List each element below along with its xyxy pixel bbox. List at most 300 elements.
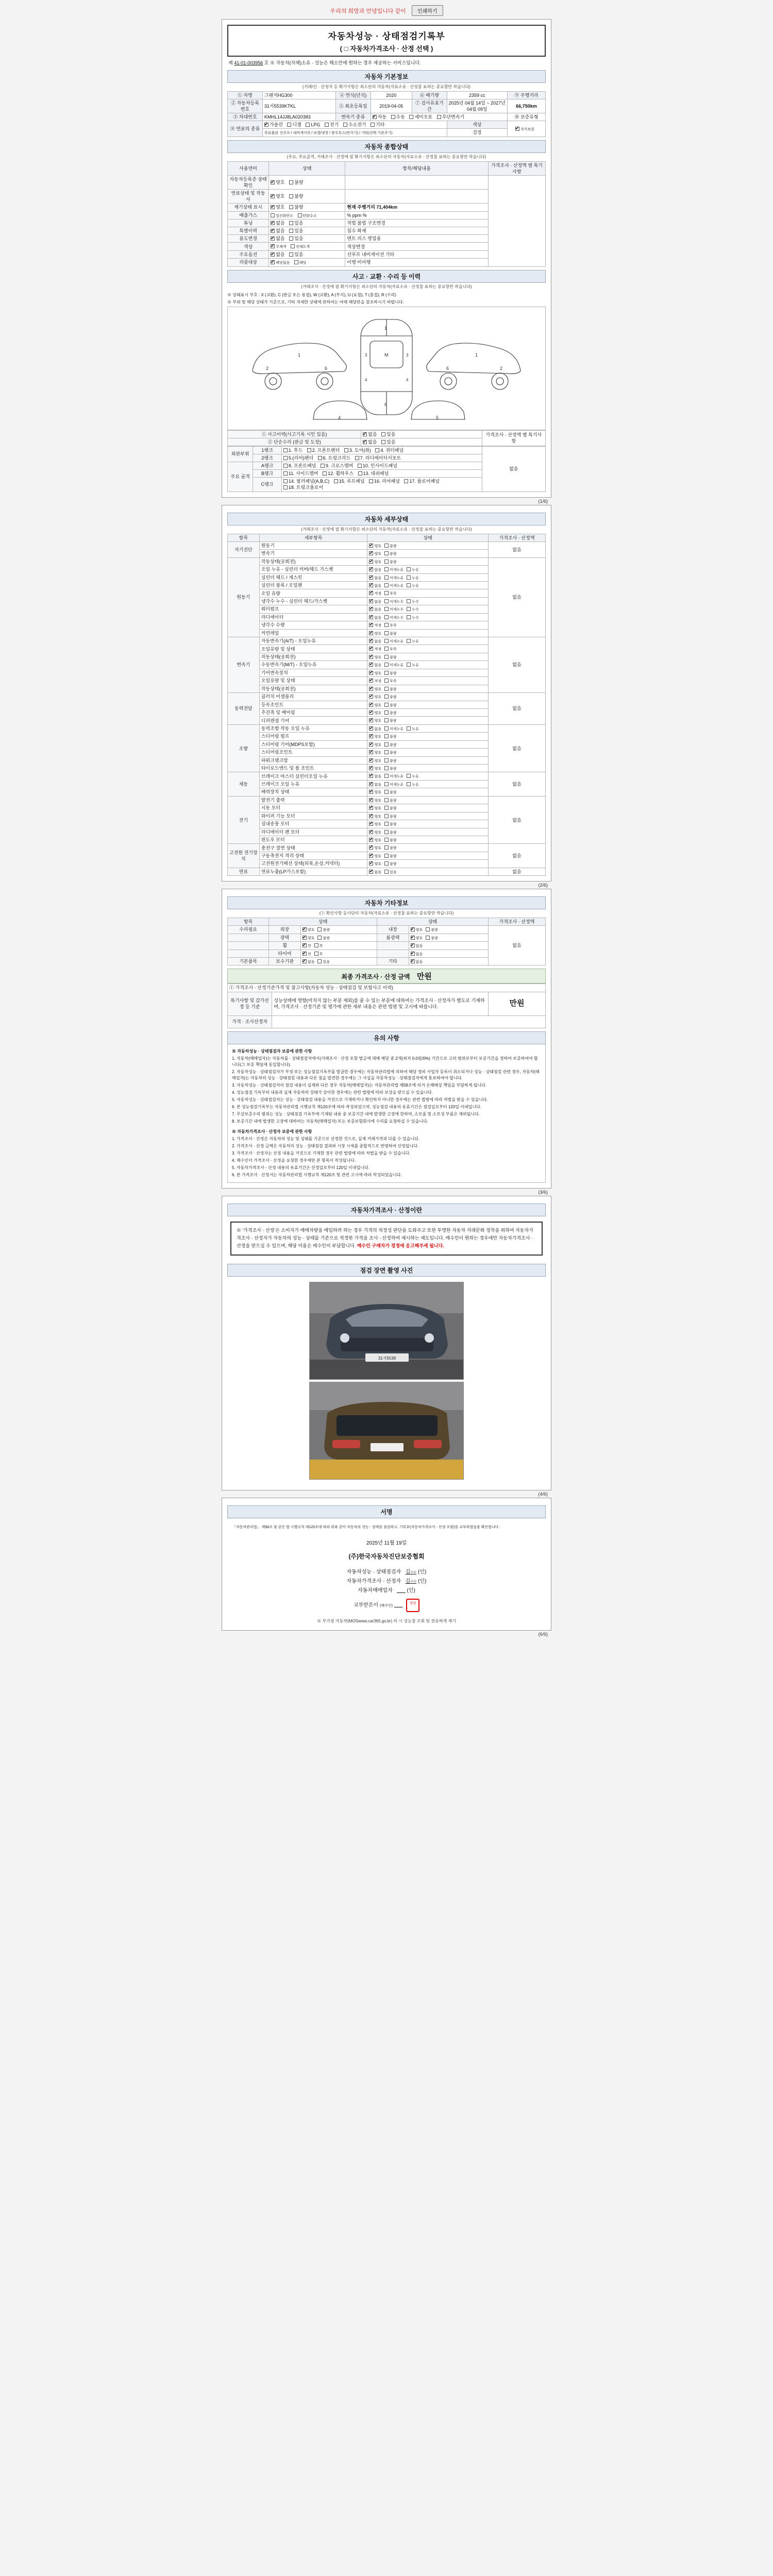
detail-option-label: 부족 [390,680,397,684]
checkbox-detail-6-0-0[interactable] [369,798,373,802]
svg-text:31서5539: 31서5539 [378,1355,396,1361]
etc-option-label: 양호 [307,936,315,940]
checkbox-detail-2-5-0[interactable] [369,679,373,683]
checkbox-detail-5-0-0[interactable] [369,774,373,778]
checkbox-etc-1a-1[interactable] [317,936,322,940]
detail-sub-label: 브레이크 마스터 실린더오일 누유 [259,772,367,780]
etc-sub-label-a: 타이어 [269,950,301,957]
checkbox-detail-2-2-1[interactable] [384,655,389,659]
detail-sub-label: 스티어링 펌프 [259,733,367,740]
checkbox-detail-1-2-1[interactable] [384,575,389,580]
checkbox-detail-0-1-1[interactable] [384,551,389,555]
accident-bullet-0: ※ 상태표시 부호 : X (교환), C (판금 또는 용접), W (교환), A (부식), U (요철), T (흠집), R (수리) [227,292,396,297]
checkbox-detail-1-7-1[interactable] [384,615,389,619]
checkbox-detail-1-0-0[interactable] [369,560,373,564]
checkbox-etc-2b-0[interactable] [411,943,415,947]
checkbox-hc[interactable] [298,213,302,217]
checkbox-frame-14[interactable] [283,479,288,483]
table-row [228,844,546,852]
checkbox-tuning-yes[interactable] [289,221,293,225]
checkbox-detail-4-1-1[interactable] [384,734,389,738]
detail-option-label: 양호 [374,632,381,636]
checkbox-detail-1-7-0[interactable] [369,615,373,619]
checkbox-part-6[interactable] [318,456,322,460]
detail-state-options [367,653,488,660]
checkbox-detail-6-1-0[interactable] [369,806,373,810]
price-notice-wrap [227,1216,546,1261]
checkbox-detail-1-8-1[interactable] [384,623,389,627]
checkbox-transmission-manual[interactable] [391,115,395,119]
checkbox-detail-8-0-1[interactable] [384,870,389,874]
checkbox-etc-2a-0[interactable] [303,943,307,947]
checkbox-detail-3-3-1[interactable] [384,718,389,722]
checkbox-detail-6-2-1[interactable] [384,814,389,818]
etc-options [409,934,488,941]
detail-state-options [367,772,488,780]
checkbox-fuel-electric[interactable] [325,123,329,127]
detail-option-label: 양호 [374,807,381,811]
checkbox-detail-7-0-0[interactable] [369,845,373,850]
checkbox-detail-2-3-2[interactable] [407,663,411,667]
checkbox-detail-1-3-1[interactable] [384,583,389,587]
detail-memo-cell: 없음 [488,557,545,637]
checkbox-part-5[interactable] [283,456,288,460]
price-notice-body: ※ '가격조사 · 산정'은 소비자가 매매차량을 매입하려 하는 경우 가격의 적정성 판단을 도와주고 또한 투명한 자동차 거래문화 정착을 위하여 자동차가격조사 · 산정자가 자동차의 성능 · 상태를 기준으로 적정한 가격을 조사 · 산정하여 제시하는 제도입니다. 매수인이 원하는 경우에만 자동차가격조사 · 산정을 받으실 수 있으며, 해당 비용은 매수인이 부담합니다. [237,1227,533,1249]
checkbox-detail-6-1-1[interactable] [384,806,389,810]
checkbox-frame-13[interactable] [358,471,362,476]
detail-sub-label: 와이퍼 기능 모터 [259,812,367,820]
checkbox-etc-4a-0[interactable] [303,959,307,963]
checkbox-detail-2-2-0[interactable] [369,655,373,659]
checkbox-detail-1-3-0[interactable] [369,583,373,587]
checkbox-frame-12[interactable] [323,471,327,476]
checkbox-detail-3-2-1[interactable] [384,710,389,715]
detail-sub-label: 라디에이터 팬 모터 [259,828,367,836]
row-state-4: ✔ 없음 있음 [269,219,345,227]
checkbox-frame-11[interactable] [283,471,288,476]
checkbox-detail-4-0-2[interactable] [407,726,411,731]
checkbox-accident-yes[interactable] [381,432,385,436]
checkbox-recall-na[interactable] [271,260,275,264]
checkbox-transmission-auto[interactable] [373,115,377,119]
value-vin: KMHL14JJ8LA020383 [262,113,335,121]
checkbox-simple-yes[interactable] [381,440,385,444]
checkbox-detail-6-2-0[interactable] [369,814,373,818]
checkbox-fuel-etc[interactable] [371,123,375,127]
checkbox-transmission-semi[interactable] [409,115,413,119]
checkbox-detail-1-3-2[interactable] [407,583,411,587]
checkbox-etc-3b-0[interactable] [411,952,415,956]
checkbox-usage-none[interactable] [271,236,275,241]
overall-note: (주요, 주요골격, 거래조사 · 산정에 필 확기사항은 최소단의 자동차(자료소유 · 산정물 표하는 중요항만 작습니다) [287,154,486,159]
caution-item-sec2-3: 4. 매수인이 가격조사 · 산정을 요청한 경우에만 본 항목이 작성됩니다. [232,1158,356,1163]
checkbox-detail-5-0-2[interactable] [407,774,411,778]
checkbox-detail-2-3-0[interactable] [369,663,373,667]
checkbox-ok-0[interactable] [271,180,275,184]
detail-group-label: 조향 [228,724,260,772]
checkbox-fuel-gasoline[interactable] [264,123,268,127]
accident-bullets [227,292,546,306]
checkbox-etc-1b-1[interactable] [426,936,430,940]
checkbox-detail-3-0-1[interactable] [384,694,389,699]
checkbox-detail-2-1-0[interactable] [369,647,373,651]
table-row [228,430,546,438]
checkbox-color-orig[interactable] [271,244,275,248]
basic-info-table [227,91,546,137]
detail-sub-label: 연료누출(LP가스포함) [259,868,367,875]
svg-text:1: 1 [475,352,478,358]
checkbox-co[interactable] [271,213,275,217]
checkbox-detail-2-5-1[interactable] [384,679,389,683]
row-detail-9: 이행 미이행 [345,259,489,266]
detail-sub-label: 냉각수 수량 [259,621,367,629]
detail-sub-label: 파워크랭크암 [259,756,367,764]
etc-sub-label-b: 내장 [377,926,409,934]
checkbox-detail-4-0-1[interactable] [384,726,389,731]
checkbox-detail-4-0-0[interactable] [369,726,373,731]
caution-item-sec2-4: 5. 자동차가격조사 · 산정 내용의 유효기간은 산정일로부터 120일 이내입니다. [232,1165,369,1170]
row-label-8: 주요옵션 [228,250,269,258]
checkbox-fuel-hydrogen[interactable] [343,123,347,127]
th-etc-item: 항목 [228,918,269,926]
detail-group-label: 동력전달 [228,693,260,725]
etc-options [409,942,488,950]
detail-option-label: 양호 [374,823,381,827]
detail-option-label: 양호 [374,759,381,763]
photo-rear [309,1382,464,1480]
detail-state-options [367,796,488,804]
checkbox-detail-4-3-1[interactable] [384,750,389,754]
checkbox-detail-1-1-2[interactable] [407,567,411,571]
checkbox-etc-3a-1[interactable] [314,952,318,956]
checkbox-detail-2-1-1[interactable] [384,647,389,651]
detail-group-label: 연료 [228,868,260,875]
detail-sub-label: 기어변속장치 [259,669,367,676]
checkbox-detail-4-1-0[interactable] [369,734,373,738]
page-2 [222,505,551,888]
checkbox-detail-1-9-0[interactable] [369,631,373,635]
checkbox-detail-3-2-0[interactable] [369,710,373,715]
checkbox-detail-1-4-1[interactable] [384,591,389,595]
table-row [228,557,546,565]
detail-option-label: 미세누수 [390,616,404,620]
detail-option-label: 양호 [374,791,381,795]
detail-sub-label: 커먼레일 [259,629,367,637]
table-row [228,175,546,189]
checkbox-bad-1[interactable] [289,194,293,198]
checkbox-detail-5-2-1[interactable] [384,790,389,794]
value-vehicle-name: 그랜저HG300 [262,91,335,99]
checkbox-fuel-diesel[interactable] [287,123,291,127]
cautions-sec2-title: ※ 자동차가격조사 · 산정자 보증에 관한 사항 [232,1129,312,1134]
detail-option-label: 없음 [374,600,381,604]
checkbox-detail-4-5-0[interactable] [369,766,373,770]
svg-text:6: 6 [446,365,449,371]
checkbox-frame-18[interactable] [283,485,288,489]
detail-option-label: 불량 [390,711,397,715]
checkbox-frame-15[interactable] [334,479,338,483]
value-displacement: 2359 cc [447,91,507,99]
checkbox-detail-6-5-1[interactable] [384,838,389,842]
checkbox-detail-1-5-2[interactable] [407,599,411,603]
checkbox-detail-5-1-0[interactable] [369,782,373,786]
checkbox-detail-2-4-0[interactable] [369,671,373,675]
page-number-6: (6/6) [538,1631,548,1637]
checkbox-recall-yes[interactable] [294,260,298,264]
row-label-1: 연료상태 및 작동사 [228,190,269,204]
detail-sub-label: 라디에이터 [259,613,367,621]
checkbox-detail-3-1-1[interactable] [384,703,389,707]
checkbox-detail-7-1-1[interactable] [384,854,389,858]
svg-text:M: M [384,352,389,358]
outer-rank2-items: 5.(리어)펜더 6. 트렁크리드 7. 라디에이터서포트 [281,454,482,462]
checkbox-detail-2-6-0[interactable] [369,687,373,691]
detail-state-options [367,756,488,764]
title-line2: ( □ 자동차가격조사 · 산정 선택 ) [340,45,433,53]
checkbox-detail-6-3-1[interactable] [384,822,389,826]
seal-stamp: 직인 [406,1599,419,1612]
detail-state-options [367,581,488,589]
row-state-9: ✔ 해당없음 해당 [269,259,345,266]
checkbox-part-7[interactable] [355,456,359,460]
detail-option-label: 있음 [390,870,397,874]
checkbox-detail-4-4-1[interactable] [384,758,389,762]
checkbox-detail-7-2-0[interactable] [369,861,373,866]
row-state-0: ✔양호 불량 [269,175,345,189]
svg-text:6: 6 [384,401,388,407]
checkbox-detail-6-0-1[interactable] [384,798,389,802]
checkbox-tuning-none[interactable] [271,221,275,225]
checkbox-frame-8[interactable] [283,464,288,468]
checkbox-special-none[interactable] [271,229,275,233]
checkbox-detail-4-3-0[interactable] [369,750,373,754]
checkbox-detail-2-0-1[interactable] [384,639,389,643]
detail-sub-label: 스티어링조인트 [259,749,367,756]
etc-option-label: 전 [307,952,311,956]
checkbox-detail-1-4-0[interactable] [369,591,373,595]
detail-table [227,534,546,876]
checkbox-detail-5-1-2[interactable] [407,782,411,786]
cautions-sec1-list [232,1056,541,1125]
checkbox-detail-2-0-2[interactable] [407,639,411,643]
checkbox-detail-1-5-1[interactable] [384,599,389,603]
checkbox-etc-1b-0[interactable] [411,936,415,940]
photo-front [309,1282,464,1380]
checkbox-simple-none[interactable] [363,440,367,444]
detail-option-label: 불량 [390,560,397,564]
checkbox-transmission-cvt[interactable] [437,115,441,119]
detail-state-options [367,693,488,701]
detail-option-label: 불량 [390,807,397,811]
checkbox-etc-0b-1[interactable] [426,927,430,931]
checkbox-detail-0-0-1[interactable] [384,544,389,548]
svg-text:4: 4 [406,377,409,382]
row-detail-8: 선루프 내비게이션 기타 [345,250,489,258]
checkbox-detail-7-1-0[interactable] [369,854,373,858]
checkbox-etc-0b-0[interactable] [411,927,415,931]
etc-sub-label-b [377,942,409,950]
page-number-4: (4/6) [538,1491,548,1497]
print-button[interactable]: 인쇄하기 [412,5,443,16]
checkbox-detail-6-4-1[interactable] [384,830,389,834]
checkbox-detail-0-1-0[interactable] [369,551,373,555]
checkbox-part-3[interactable] [344,448,348,452]
detail-option-label: 적정 [374,680,381,684]
checkbox-detail-1-2-2[interactable] [407,575,411,580]
checkbox-frame-16[interactable] [369,479,373,483]
checkbox-opt-none[interactable] [271,252,275,257]
checkbox-detail-2-6-1[interactable] [384,687,389,691]
checkbox-frame-9[interactable] [321,464,325,468]
footer-note: ※ 부가장 자동차(MOSwww.car365.go.kr) 의 시 성능점 조회 및 전송하게 제기 [317,1618,456,1623]
checkbox-detail-6-5-0[interactable] [369,838,373,842]
checkbox-detail-5-0-1[interactable] [384,774,389,778]
detail-option-label: 불량 [390,743,397,747]
checkbox-ok-2[interactable] [271,205,275,209]
checkbox-frame-10[interactable] [358,464,362,468]
checkbox-usage-yes[interactable] [289,236,293,241]
checkbox-detail-4-2-1[interactable] [384,742,389,747]
detail-option-label: 양호 [374,862,381,867]
basic-info-note: (거래/신 · 산정자 등 확기사항은 최소단의 자동차(자료소유 · 산정물 표하는 중요항만 작습니다) [303,84,470,89]
detail-sub-label: 등속조인트 [259,701,367,708]
checkbox-etc-2a-1[interactable] [314,943,318,947]
detail-option-label: 미세누유 [390,576,404,580]
row-state-7: ✔ 무채색 전체도색 [269,243,345,250]
detail-option-label: 없음 [374,727,381,731]
row-detail-5: 침수 화재 [345,227,489,235]
etc-option-label: 불량 [431,936,438,940]
detail-option-label: 양호 [374,735,381,739]
checkbox-detail-2-0-0[interactable] [369,639,373,643]
row-label-4: 튜닝 [228,219,269,227]
checkbox-detail-8-0-0[interactable] [369,870,373,874]
checkbox-detail-1-6-1[interactable] [384,607,389,611]
checkbox-detail-4-2-0[interactable] [369,742,373,747]
checkbox-part-2[interactable] [307,448,311,452]
page-1 [222,19,551,504]
detail-sub-label: 원동기 [259,541,367,549]
option-text [262,129,447,137]
checkbox-detail-1-1-0[interactable] [369,567,373,571]
rank1-label: 1랭크 [253,446,282,454]
checkbox-detail-6-4-0[interactable] [369,830,373,834]
table-row [228,446,546,454]
checkbox-etc-0a-1[interactable] [317,927,322,931]
checkbox-ok-1[interactable] [271,194,275,198]
checkbox-detail-3-0-0[interactable] [369,694,373,699]
table-row [228,926,546,934]
checkbox-color-full[interactable] [291,244,295,248]
detail-option-label: 누유 [412,568,419,572]
detail-sub-label: 실린더 헤드 / 개스킷 [259,573,367,581]
checkbox-detail-1-6-0[interactable] [369,607,373,611]
car-diagram-box [227,307,546,430]
checkbox-detail-2-4-1[interactable] [384,671,389,675]
checkbox-bad-0[interactable] [289,180,293,184]
checkbox-fuel-lpg[interactable] [306,123,310,127]
checkbox-etc-0a-0[interactable] [303,927,307,931]
checkbox-opt-yes[interactable] [289,252,293,257]
checkbox-etc-4a-1[interactable] [317,959,322,963]
checkbox-detail-2-3-1[interactable] [384,663,389,667]
checkbox-detail-6-3-0[interactable] [369,822,373,826]
page-number-3: (3/6) [538,1189,548,1195]
checkbox-detail-3-3-0[interactable] [369,718,373,722]
etc-options [300,958,377,965]
detail-option-label: 없음 [374,775,381,779]
checkbox-special-yes[interactable] [289,229,293,233]
detail-memo-cell: 없음 [488,844,545,868]
checkbox-detail-1-9-1[interactable] [384,631,389,635]
value-option: 선루프 / 내비게이션 / 보열/냉장 / 블루투스(연각기) / 기타(선택 기준주기) [279,131,393,135]
checkbox-detail-3-1-0[interactable] [369,703,373,707]
checkbox-detail-5-2-0[interactable] [369,790,373,794]
checkbox-detail-1-8-0[interactable] [369,623,373,627]
checkbox-detail-1-0-1[interactable] [384,560,389,564]
checkbox-part-4[interactable] [375,448,379,452]
detail-option-label: 불량 [390,632,397,636]
detail-state-options [367,844,488,852]
detail-option-label: 부족 [390,624,397,628]
checkbox-accident-none[interactable] [363,432,367,436]
checkbox-etc-3a-0[interactable] [303,952,307,956]
checkbox-etc-1a-0[interactable] [303,936,307,940]
detail-state-options [367,589,488,597]
detail-option-label: 불량 [390,687,397,691]
detail-option-label: 불량 [390,823,397,827]
price-band: 최종 가격조사 · 산정 금액 만원 [227,969,546,984]
detail-sub-label: 수동변속기(M/T) - 오일누유 [259,661,367,669]
checkbox-detail-4-4-0[interactable] [369,758,373,762]
checkbox-detail-1-1-1[interactable] [384,567,389,571]
checkbox-etc-4b-0[interactable] [411,959,415,963]
outer-rank1-items: 1. 후드 2. 프론트펜더 3. 도어(좌) 4. 쿼터패널 [281,446,482,454]
detail-sub-label: 실린더 블록 / 오일팬 [259,581,367,589]
table-row [228,693,546,701]
rank-a-label: A랭크 [253,462,282,470]
etc-options [409,958,488,965]
checkbox-detail-5-1-1[interactable] [384,782,389,786]
detail-sub-label: 타이로드엔드 및 볼 조인트 [259,765,367,772]
checkbox-detail-0-0-0[interactable] [369,544,373,548]
etc-option-label: 양호 [415,936,423,940]
checkbox-detail-4-5-1[interactable] [384,766,389,770]
intro-suffix: 호 ※ 자동차(자체)소유 · 성능은 해소안에 원하는 경우 제공하는 서비스입니다. [264,60,421,65]
detail-sub-label: 변속기 [259,550,367,557]
detail-state-options [367,629,488,637]
checkbox-detail-1-6-2[interactable] [407,607,411,611]
detail-option-label: 없음 [374,576,381,580]
detail-state-options [367,645,488,653]
th-detail-item: 항목 [228,534,260,541]
detail-option-label: 불량 [390,791,397,795]
checkbox-part-1[interactable] [283,448,288,452]
checkbox-detail-7-0-1[interactable] [384,845,389,850]
checkbox-frame-17[interactable] [404,479,408,483]
checkbox-detail-1-7-2[interactable] [407,615,411,619]
checkbox-detail-7-2-1[interactable] [384,861,389,866]
checkbox-detail-1-2-0[interactable] [369,575,373,580]
price-unit: 만원 [416,972,432,981]
page-number-2: (2/6) [538,883,548,888]
detail-option-label: 양호 [374,687,381,691]
checkbox-bad-2[interactable] [289,205,293,209]
checkbox-detail-1-5-0[interactable] [369,599,373,603]
detail-option-label: 미세누유 [390,727,404,731]
row-state-1: ✔양호 불량 [269,190,345,204]
checkbox-warranty-self[interactable] [515,127,519,131]
